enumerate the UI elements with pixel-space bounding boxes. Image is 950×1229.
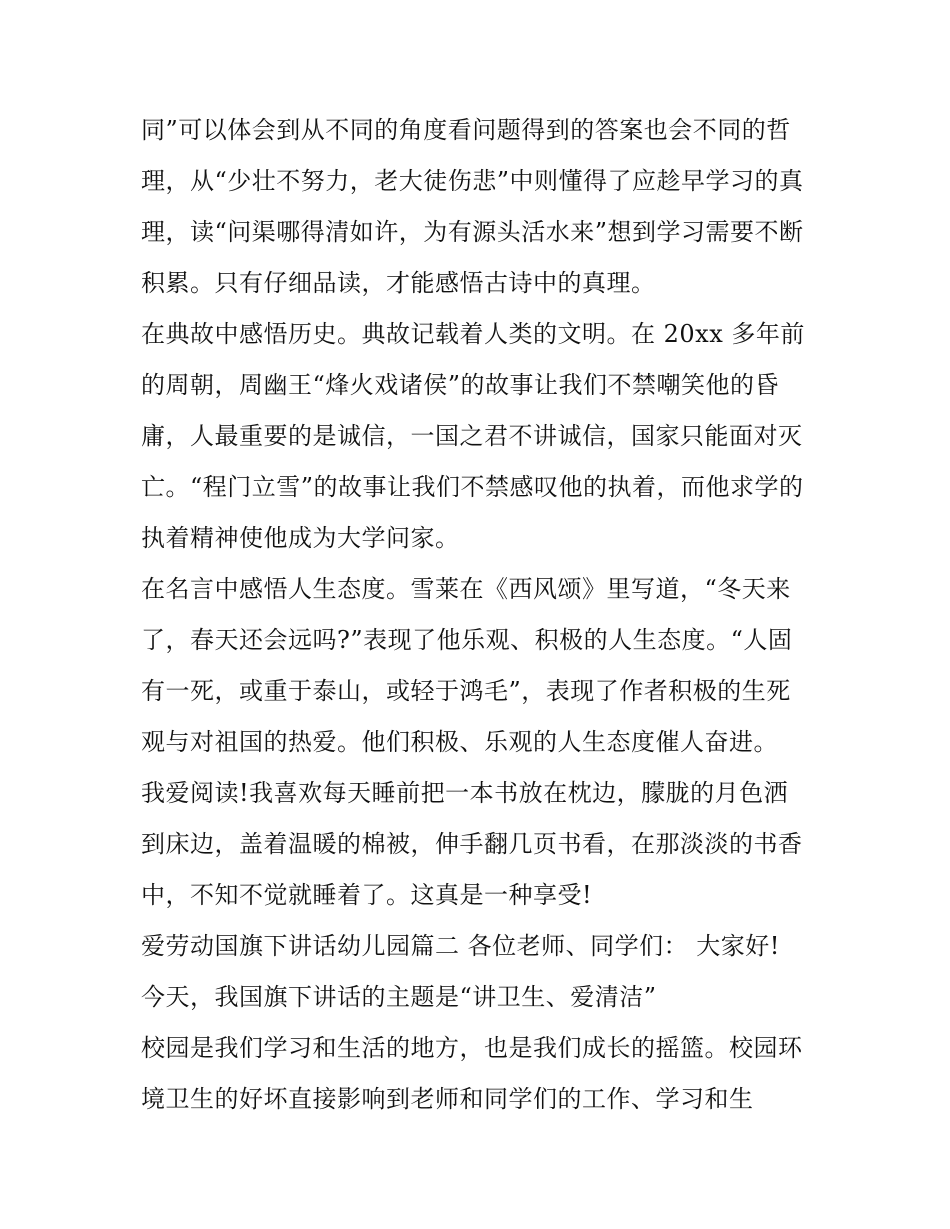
text-line: 在名言中感悟人生态度。雪莱在《西风颂》里写道，“冬天来 [141, 575, 791, 603]
text-line: 理，从“少壮不努力，老大徒伤悲”中则懂得了应趁早学习的真 [141, 167, 804, 195]
text-line: 到床边，盖着温暖的棉被，伸手翻几页书看，在那淡淡的书香 [141, 830, 803, 858]
text-line: 同”可以体会到从不同的角度看问题得到的答案也会不同的哲 [141, 116, 791, 144]
text-line: 我爱阅读!我喜欢每天睡前把一本书放在枕边，朦胧的月色洒 [141, 779, 789, 807]
text-line: 观与对祖国的热爱。他们积极、乐观的人生态度催人奋进。 [141, 728, 778, 756]
text-line: 执着精神使他成为大学问家。 [141, 524, 460, 552]
text-line: 了，春天还会远吗?”表现了他乐观、积极的人生态度。“人固 [141, 626, 793, 654]
text-line: 爱劳动国旗下讲话幼儿园篇二 各位老师、同学们： 大家好! [141, 932, 780, 960]
text-line: 今天，我国旗下讲话的主题是“讲卫生、爱清洁” [141, 983, 657, 1011]
text-line: 境卫生的好坏直接影响到老师和同学们的工作、学习和生 [141, 1085, 754, 1113]
text-line: 积累。只有仔细品读，才能感悟古诗中的真理。 [141, 269, 656, 297]
text-line: 的周朝，周幽王“烽火戏诸侯”的故事让我们不禁嘲笑他的昏 [141, 371, 780, 399]
text-line: 亡。“程门立雪”的故事让我们不禁感叹他的执着，而他求学的 [141, 473, 804, 501]
text-line: 中，不知不觉就睡着了。这真是一种享受! [141, 881, 593, 909]
text-line: 庸，人最重要的是诚信，一国之君不讲诚信，国家只能面对灭 [141, 422, 803, 450]
text-line: 理，读“问渠哪得清如许，为有源头活水来”想到学习需要不断 [141, 218, 804, 246]
text-line: 有一死，或重于泰山，或轻于鸿毛”，表现了作者积极的生死 [141, 677, 791, 705]
body-text [141, 105, 821, 1125]
text-line: 校园是我们学习和生活的地方，也是我们成长的摇篮。校园环 [141, 1034, 803, 1062]
text-line: 在典故中感悟历史。典故记载着人类的文明。在 20xx 多年前 [141, 320, 805, 348]
